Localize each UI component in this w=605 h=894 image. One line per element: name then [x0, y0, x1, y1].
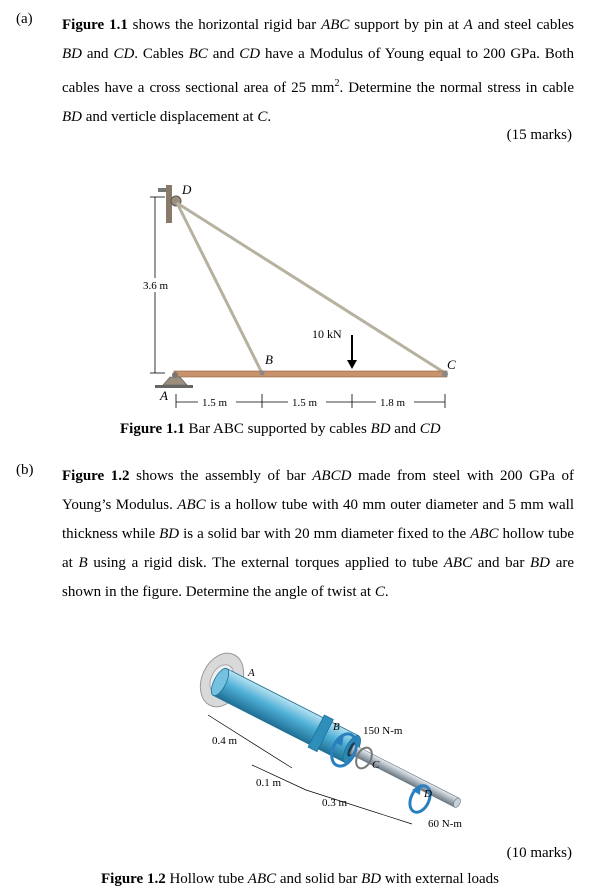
text-run: BD: [361, 871, 382, 887]
text-run: and bar: [472, 555, 531, 571]
text-run: BD: [159, 526, 180, 542]
text-run: .: [267, 109, 272, 125]
text-run: support by pin at: [349, 17, 464, 33]
text-run: BD: [62, 46, 82, 62]
length-0-3: 0.3 m: [322, 797, 348, 809]
load-label: 10 kN: [312, 327, 342, 341]
text-run: and: [207, 46, 240, 62]
figure-1-1-caption-prefix: Figure 1.1: [120, 421, 185, 437]
label-d: D: [182, 182, 192, 197]
text-run: BD: [370, 421, 391, 437]
tube-abc: [213, 669, 358, 763]
figure-1-2-caption-text: [166, 871, 499, 887]
text-run: and solid bar: [276, 871, 362, 887]
figure-1-2-caption: [101, 871, 499, 888]
text-run: have a Modulus of Young equal to 200 GPa. Both cables have a cross sectional area of 25 mm: [62, 46, 574, 96]
text-run: and: [82, 46, 114, 62]
label-a: A: [160, 388, 168, 403]
text-run: A: [463, 17, 473, 33]
text-run: is a hollow tube with 40 mm outer diameter and 5 mm wall thickness while: [62, 497, 574, 542]
text-run: BD: [530, 555, 551, 571]
dim-ab-label: 1.5 m: [202, 397, 228, 409]
length-0-4: 0.4 m: [212, 735, 238, 747]
text-run: and verticle displacement at: [82, 109, 258, 125]
part-a-marks: (15 marks): [506, 127, 572, 143]
length-0-1: 0.1 m: [256, 777, 282, 789]
text-run: Bar ABC supported by cables: [184, 421, 371, 437]
torque-150-label: 150 N-m: [363, 725, 403, 737]
text-run: BC: [188, 46, 208, 62]
text-run: ABC: [177, 497, 206, 513]
text-run: . Determine the normal stress in cable: [339, 80, 575, 96]
text-run: CD: [239, 46, 261, 62]
text-run: . Cables: [134, 46, 189, 62]
text-run: C: [257, 109, 268, 125]
dim-load-c-label: 1.8 m: [380, 397, 406, 409]
dim-b-load-label: 1.5 m: [292, 397, 318, 409]
label-d2: D: [424, 788, 432, 800]
text-run: Figure 1.1: [62, 17, 128, 33]
text-run: made from steel with 200 GPa of Young’s Modulus.: [62, 468, 575, 513]
text-run: ABC: [443, 555, 473, 571]
part-a-label: (a): [16, 11, 33, 27]
text-run: Hollow tube: [165, 871, 248, 887]
text-run: ABC: [321, 17, 350, 33]
label-c2: C: [372, 759, 380, 771]
text-run: B: [78, 555, 88, 571]
text-run: 2: [334, 78, 340, 89]
text-run: C: [374, 584, 385, 600]
text-run: CD: [113, 46, 135, 62]
label-a2: A: [248, 667, 255, 679]
text-run: shows the horizontal rigid bar: [127, 17, 322, 33]
text-run: hollow tube at: [62, 526, 575, 571]
text-run: and steel cables: [472, 17, 575, 33]
text-run: is a solid bar with 20 mm diameter fixed to the: [179, 526, 471, 542]
text-run: Figure 1.2: [62, 468, 130, 484]
text-run: are shown in the figure. Determine the angle of twist at: [62, 555, 575, 600]
text-run: .: [384, 584, 389, 600]
text-run: ABCD: [312, 468, 352, 484]
label-b: B: [265, 352, 273, 367]
text-run: BD: [62, 109, 82, 125]
torque-60-label: 60 N-m: [428, 818, 462, 830]
text-run: shows the assembly of bar: [129, 468, 313, 484]
figure-1-2-caption-prefix: Figure 1.2: [101, 871, 166, 887]
label-c: C: [447, 357, 456, 372]
label-b2: B: [333, 721, 340, 733]
height-label: 3.6 m: [143, 280, 169, 292]
part-b-marks: (10 marks): [506, 845, 572, 861]
text-run: with external loads: [381, 871, 500, 887]
text-run: ABC: [247, 871, 277, 887]
text-run: ABC: [470, 526, 499, 542]
part-b-label: (b): [16, 462, 34, 478]
text-run: using a rigid disk. The external torques applied to tube: [87, 555, 444, 571]
text-run: CD: [419, 421, 441, 437]
solid-bar-bd: [350, 745, 460, 807]
text-run: and: [390, 421, 420, 437]
